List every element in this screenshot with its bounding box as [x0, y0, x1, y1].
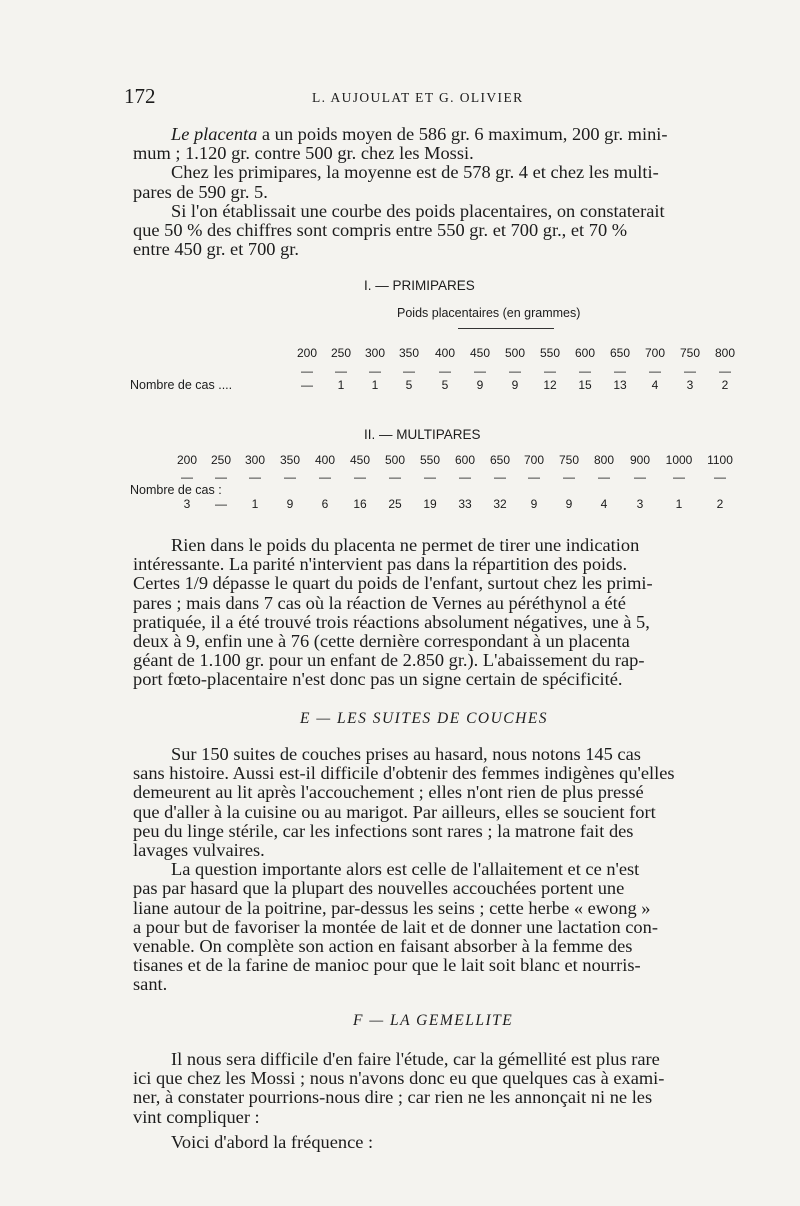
- table-header-cell: 550: [419, 453, 441, 467]
- table-header-cell: 600: [454, 453, 476, 467]
- text-italic: Le placenta: [171, 124, 258, 144]
- paragraph-placenta-weight: [133, 125, 738, 259]
- table-title-multipares: II. — MULTIPARES: [364, 427, 481, 442]
- table-value-cell: 4: [651, 378, 659, 392]
- text-line: mum ; 1.120 gr. contre 500 gr. chez les Mossi.: [133, 143, 474, 164]
- table-dash: —: [563, 470, 575, 484]
- section-heading-gemellite: F — LA GEMELLITE: [353, 1012, 514, 1029]
- text-line: Rien dans le poids du placenta ne permet de tirer une indication: [171, 535, 640, 555]
- table-header-cell: 500: [504, 346, 526, 360]
- paragraph-placenta-indication: [133, 536, 738, 690]
- table-value-cell: —: [301, 378, 313, 392]
- table-value-cell: 6: [321, 497, 329, 511]
- table2-row-label: Nombre de cas :: [130, 483, 222, 497]
- table-title-primipares: I. — PRIMIPARES: [364, 278, 475, 293]
- table-value-cell: —: [215, 497, 227, 511]
- table-value-cell: 3: [686, 378, 694, 392]
- table-dash: —: [579, 364, 591, 378]
- table-value-cell: 5: [441, 378, 449, 392]
- table-value-cell: 1: [337, 378, 345, 392]
- table-header-cell: 650: [489, 453, 511, 467]
- text-line: Certes 1/9 dépasse le quart du poids de l'enfant, surtout chez les primi-: [133, 573, 653, 594]
- table-header-cell: 200: [176, 453, 198, 467]
- table-dash: —: [544, 364, 556, 378]
- table-dash: —: [249, 470, 261, 484]
- table-dash: —: [474, 364, 486, 378]
- text-line: Il nous sera difficile d'en faire l'étude, car la gémellité est plus rare: [171, 1049, 660, 1069]
- text-line: pas par hasard que la plupart des nouvelles accouchées portent une: [133, 878, 625, 899]
- paragraph-suites-de-couches: [133, 745, 738, 995]
- table-header-cell: 200: [296, 346, 318, 360]
- table-dash: —: [528, 470, 540, 484]
- table-header-cell: 700: [644, 346, 666, 360]
- text-line: a pour but de favoriser la montée de lait et de donner une lactation con-: [133, 916, 658, 937]
- table-header-cell: 800: [593, 453, 615, 467]
- table-dash: —: [389, 470, 401, 484]
- table-dash: —: [673, 470, 685, 484]
- text-line: ici que chez les Mossi ; nous n'avons donc eu que quelques cas à exami-: [133, 1068, 665, 1089]
- text-line: demeurent au lit après l'accouchement ; elles n'ont rien de plus pressé: [133, 782, 644, 803]
- table-value-cell: 25: [388, 497, 402, 511]
- table-header-cell: 600: [574, 346, 596, 360]
- table-value-cell: 32: [493, 497, 507, 511]
- table-header-cell: 1100: [707, 453, 733, 467]
- table-header-cell: 550: [539, 346, 561, 360]
- table-value-cell: 33: [458, 497, 472, 511]
- text-line: ner, à constater pourrions-nous dire ; car rien ne les annonçait ni ne les: [133, 1087, 653, 1108]
- table-header-cell: 700: [523, 453, 545, 467]
- table-value-cell: 3: [183, 497, 191, 511]
- text-line: peu du linge stérile, car les infections sont rares ; la matrone fait des: [133, 820, 634, 841]
- table-header-cell: 400: [314, 453, 336, 467]
- table-value-cell: 12: [543, 378, 557, 392]
- page-number: 172: [124, 84, 156, 108]
- table-header-cell: 650: [609, 346, 631, 360]
- table-header-cell: 250: [210, 453, 232, 467]
- table-dash: —: [284, 470, 296, 484]
- table-value-cell: 9: [286, 497, 294, 511]
- table-dash: —: [424, 470, 436, 484]
- table-header-cell: 300: [244, 453, 266, 467]
- table-dash: —: [634, 470, 646, 484]
- text-line: pares de 590 gr. 5.: [133, 181, 268, 202]
- table-header-cell: 750: [679, 346, 701, 360]
- text-line: deux à 9, enfin une à 76 (cette dernière correspondant à un placenta: [133, 631, 630, 652]
- table-value-cell: 9: [511, 378, 519, 392]
- text-line: port fœto-placentaire n'est donc pas un signe certain de spécificité.: [133, 669, 623, 690]
- text-line: tisanes et de la farine de manioc pour que le lait soit blanc et nourris-: [133, 955, 641, 976]
- table-value-cell: 19: [423, 497, 437, 511]
- table-dash: —: [614, 364, 626, 378]
- text-line: Chez les primipares, la moyenne est de 578 gr. 4 et chez les multi-: [171, 162, 659, 183]
- table-dash: —: [335, 364, 347, 378]
- table-value-cell: 4: [600, 497, 608, 511]
- table-value-cell: 9: [565, 497, 573, 511]
- table-dash: —: [459, 470, 471, 484]
- table-dash: —: [354, 470, 366, 484]
- paragraph-gemellite: [133, 1050, 738, 1152]
- section-heading-suites-de-couches: E — LES SUITES DE COUCHES: [300, 710, 549, 727]
- text-line: sans histoire. Aussi est-il difficile d'obtenir des femmes indigènes qu'elles: [133, 763, 675, 784]
- text-line: La question importante alors est celle de l'allaitement et ce n'est: [171, 859, 640, 880]
- text-line: venable. On complète son action en faisant absorber à la femme des: [133, 936, 633, 957]
- table-value-cell: 3: [636, 497, 644, 511]
- table-value-cell: 1: [371, 378, 379, 392]
- table-dash: —: [215, 470, 227, 484]
- text-line: pares ; mais dans 7 cas où la réaction de Vernes au péréthynol a été: [133, 592, 626, 613]
- table-dash: —: [369, 364, 381, 378]
- table-header-cell: 450: [469, 346, 491, 360]
- text-line: Voici d'abord la fréquence :: [171, 1131, 374, 1152]
- table-header-cell: 350: [398, 346, 420, 360]
- text-run: a un poids moyen de 586 gr. 6 maximum, 200 gr. mini-: [257, 124, 668, 144]
- text-line: géant de 1.100 gr. pour un enfant de 2.850 gr.). L'abaissement du rap-: [133, 650, 645, 671]
- table-value-cell: 9: [476, 378, 484, 392]
- text-line: Si l'on établissait une courbe des poids placentaires, on constaterait: [171, 200, 665, 221]
- table-header-cell: 750: [558, 453, 580, 467]
- caption-rule: [458, 328, 554, 329]
- text-line: lavages vulvaires.: [133, 840, 265, 861]
- text-line: liane autour de la poitrine, par-dessus les seins ; cette herbe « ewong »: [133, 897, 651, 918]
- table-dash: —: [598, 470, 610, 484]
- table-dash: —: [714, 470, 726, 484]
- text-line: que 50 % des chiffres sont compris entre 550 gr. et 700 gr., et 70 %: [133, 220, 628, 241]
- text-line: intéressante. La parité n'intervient pas dans la répartition des poids.: [133, 554, 628, 575]
- table-dash: —: [439, 364, 451, 378]
- running-title: L. AUJOULAT ET G. OLIVIER: [312, 90, 524, 105]
- table-value-cell: 13: [613, 378, 627, 392]
- text-line: que d'aller à la cuisine ou au marigot. Par ailleurs, elles se soucient fort: [133, 801, 656, 822]
- table-dash: —: [301, 364, 313, 378]
- table-header-cell: 300: [364, 346, 386, 360]
- table-dash: —: [181, 470, 193, 484]
- table1-row-label: Nombre de cas ....: [130, 378, 233, 392]
- table-header-cell: 900: [629, 453, 651, 467]
- table-value-cell: 5: [405, 378, 413, 392]
- text-line: Sur 150 suites de couches prises au hasard, nous notons 145 cas: [171, 744, 641, 764]
- table-value-cell: 1: [251, 497, 259, 511]
- table-value-cell: 16: [353, 497, 367, 511]
- table-value-cell: 2: [721, 378, 729, 392]
- table-value-cell: 2: [716, 497, 724, 511]
- table-dash: —: [719, 364, 731, 378]
- page-header: [124, 84, 684, 108]
- table-dash: —: [319, 470, 331, 484]
- table-dash: —: [494, 470, 506, 484]
- text-line: entre 450 gr. et 700 gr.: [133, 239, 299, 260]
- table-header-cell: 500: [384, 453, 406, 467]
- table-header-cell: 400: [434, 346, 456, 360]
- table-dash: —: [509, 364, 521, 378]
- table-caption-poids: Poids placentaires (en grammes): [397, 306, 581, 320]
- table-header-cell: 800: [714, 346, 736, 360]
- table-header-cell: 450: [349, 453, 371, 467]
- text-line: vint compliquer :: [133, 1106, 260, 1127]
- table-header-cell: 1000: [665, 453, 693, 467]
- table-dash: —: [684, 364, 696, 378]
- table-header-cell: 250: [330, 346, 352, 360]
- table-header-cell: 350: [279, 453, 301, 467]
- table-value-cell: 1: [675, 497, 683, 511]
- text-line: pratiquée, il a été trouvé trois réactions absolument négatives, une à 5,: [133, 611, 650, 632]
- table-value-cell: 9: [530, 497, 538, 511]
- table-value-cell: 15: [578, 378, 592, 392]
- text-line: sant.: [133, 974, 168, 995]
- table-dash: —: [403, 364, 415, 378]
- text-line: [133, 125, 738, 144]
- table-dash: —: [649, 364, 661, 378]
